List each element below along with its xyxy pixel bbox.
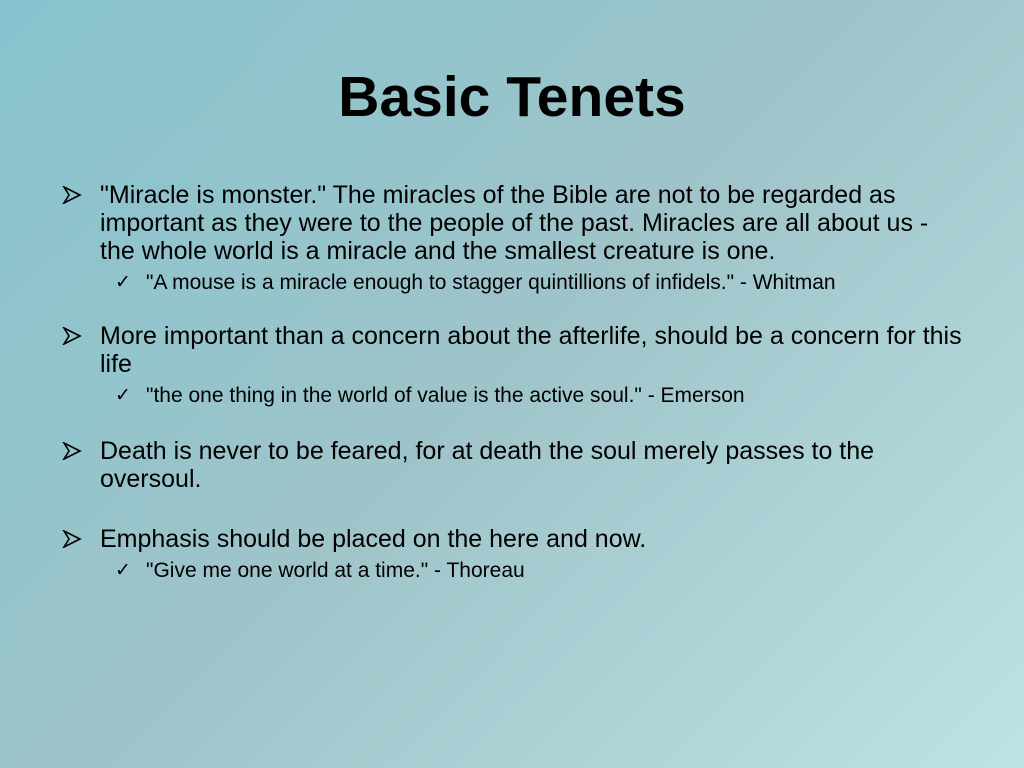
sub-bullet-text: "A mouse is a miracle enough to stagger quintillions of infidels." - Whitman bbox=[146, 271, 836, 294]
sub-bullet-text: "the one thing in the world of value is the active soul." - Emerson bbox=[146, 384, 745, 407]
bullet-item bbox=[62, 322, 962, 408]
sub-bullet-item bbox=[100, 270, 962, 295]
sub-bullet-item bbox=[100, 383, 962, 408]
arrowhead-bullet-icon bbox=[62, 442, 82, 460]
bullet-item bbox=[62, 181, 962, 295]
sub-bullet-item bbox=[100, 558, 962, 583]
arrowhead-bullet-icon bbox=[62, 530, 82, 548]
bullet-list bbox=[62, 181, 962, 609]
bullet-text: Death is never to be feared, for at death the soul merely passes to the oversoul. bbox=[100, 437, 875, 493]
arrowhead-bullet-icon bbox=[62, 327, 82, 345]
bullet-item bbox=[62, 525, 962, 583]
arrowhead-bullet-icon bbox=[62, 186, 82, 204]
sub-bullet-list bbox=[100, 270, 962, 295]
checkmark-icon: ✓ bbox=[115, 560, 131, 581]
bullet-item bbox=[62, 437, 962, 493]
checkmark-icon: ✓ bbox=[115, 385, 131, 406]
slide-title: Basic Tenets bbox=[338, 65, 686, 129]
bullet-text: Emphasis should be placed on the here and now. bbox=[100, 525, 647, 553]
sub-bullet-text: "Give me one world at a time." - Thoreau bbox=[146, 559, 525, 582]
checkmark-icon: ✓ bbox=[115, 272, 131, 293]
sub-bullet-list bbox=[100, 558, 962, 583]
bullet-text: "Miracle is monster." The miracles of the Bible are not to be regarded as important as they were to the people of the past. Miracles are all about us - the whole world is a miracle and the smallest creature is one. bbox=[100, 181, 929, 265]
bullet-text: More important than a concern about the afterlife, should be a concern for this life bbox=[100, 322, 962, 378]
sub-bullet-list bbox=[100, 383, 962, 408]
